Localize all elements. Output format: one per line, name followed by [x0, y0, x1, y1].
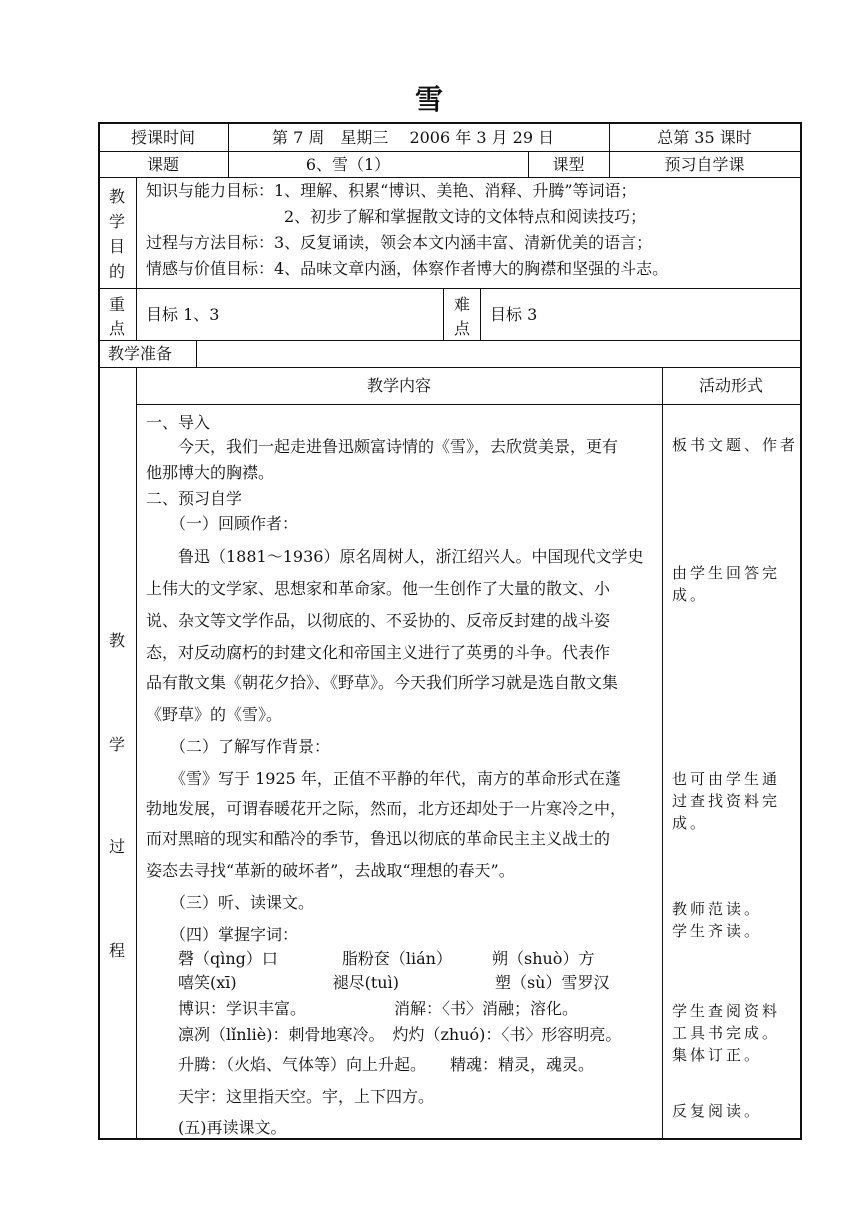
content-line-10: 品有散文集《朝花夕拾》、《野草》。今天我们所学习就是选自散文集 [146, 673, 619, 692]
activity-2: 由学生回答完 成。 [672, 564, 781, 604]
objectives-label-4: 的 [108, 262, 125, 281]
content-line-25: (五)再读课文。 [146, 1118, 287, 1137]
content-line-3: 他那博大的胸襟。 [146, 463, 275, 482]
time-label: 授课时间 [130, 128, 195, 147]
content-line-21: 博识：学识丰富。 消解：〈书〉消融；溶化。 [146, 999, 579, 1018]
content-line-20: 嘻笑(xī) 褪尽(tuì) 塑（sù）雪罗汉 [146, 973, 610, 992]
objectives-label-3: 目 [108, 237, 125, 256]
prep-label: 教学准备 [108, 344, 173, 363]
content-line-19: 磬（qìng）口 脂粉奁（lián） 朔（shuò）方 [146, 949, 595, 968]
objective-line-3: 过程与方法目标：3、反复诵读，领会本文内涵丰富、清新优美的语言； [146, 233, 653, 252]
difficulty-label-1: 难 [453, 295, 470, 314]
topic-value: 6、雪（1） [305, 155, 391, 174]
objectives-label-1: 教 [108, 187, 125, 206]
content-line-15: 而对黑暗的现实和酷冷的季节，鲁迅以彻底的革命民主主义战士的 [146, 829, 611, 848]
difficulty-value: 目标 3 [490, 305, 538, 324]
activity-6: 反复阅读。 [672, 1102, 763, 1120]
content-line-16: 姿态去寻找“革新的破坏者”，去战取“理想的春天”。 [146, 861, 515, 880]
content-line-1: 一、导入 [146, 413, 211, 432]
process-label-2: 学 [108, 735, 125, 754]
content-line-8: 说、杂文等文学作品，以彻底的、不妥协的、反帝反封建的战斗姿 [146, 611, 611, 630]
content-line-4: 二、预习自学 [146, 489, 243, 508]
key-label-2: 点 [108, 319, 125, 338]
key-value: 目标 1、3 [146, 305, 220, 324]
process-label-4: 程 [108, 941, 125, 960]
content-line-22: 凛冽（lǐnliè)：刺骨地寒冷。 灼灼（zhuó)：〈书〉形容明亮。 [146, 1025, 622, 1044]
total-hours: 总第 35 课时 [657, 128, 752, 147]
objective-line-2: 2、初步了解和掌握散文诗的文体特点和阅读技巧； [284, 207, 647, 226]
objective-line-1: 知识与能力目标：1、理解、积累“博识、美艳、消释、升腾”等词语； [146, 181, 637, 200]
activity-3: 也可由学生通 过查找资料完 成。 [672, 770, 781, 832]
key-label-1: 重 [108, 295, 125, 314]
type-label: 课型 [552, 155, 585, 174]
activity-1: 板书文题、作者 [672, 436, 799, 454]
content-line-7: 上伟大的文学家、思想家和革命家。他一生创作了大量的散文、小 [146, 579, 611, 598]
activity-4: 教师范读。 学生齐读。 [672, 900, 763, 940]
content-line-24: 天宇：这里指天空。宇，上下四方。 [146, 1087, 435, 1106]
content-line-2: 今天，我们一起走进鲁迅颇富诗情的《雪》，去欣赏美景，更有 [146, 437, 619, 456]
content-line-14: 勃地发展，可谓春暖花开之际，然而，北方还却处于一片寒冷之中， [146, 799, 627, 818]
content-header: 教学内容 [366, 376, 431, 395]
content-line-13: 《雪》写于 1925 年，正值不平静的年代，南方的革命形式在蓬 [146, 769, 621, 788]
content-line-12: （二）了解写作背景： [146, 737, 331, 756]
difficulty-label-2: 点 [453, 319, 470, 338]
content-line-5: （一）回顾作者： [146, 514, 299, 533]
process-label-3: 过 [108, 837, 125, 856]
objectives-label-2: 学 [108, 212, 125, 231]
type-value: 预习自学课 [664, 155, 745, 174]
content-line-23: 升腾：（火焰、气体等）向上升起。 精魂：精灵，魂灵。 [146, 1055, 595, 1074]
content-line-9: 态，对反动腐朽的封建文化和帝国主义进行了英勇的斗争。代表作 [146, 643, 611, 662]
time-value: 第 7 周 星期三 2006 年 3 月 29 日 [272, 128, 555, 147]
document-title: 雪 [414, 83, 445, 116]
content-line-17: （三）听、读课文。 [146, 893, 315, 912]
content-line-18: （四）掌握字词： [146, 925, 299, 944]
activity-header: 活动形式 [698, 376, 763, 395]
content-line-6: 鲁迅（1881～1936）原名周树人，浙江绍兴人。中国现代文学史 [146, 547, 644, 566]
activity-5: 学生查阅资料 工具书完成。 集体订正。 [672, 1002, 781, 1064]
process-label-1: 教 [108, 631, 125, 650]
objective-line-4: 情感与价值目标：4、品味文章内涵，体察作者博大的胸襟和坚强的斗志。 [146, 259, 669, 278]
content-line-11: 《野草》的《雪》。 [146, 705, 283, 724]
topic-label: 课题 [146, 155, 179, 174]
